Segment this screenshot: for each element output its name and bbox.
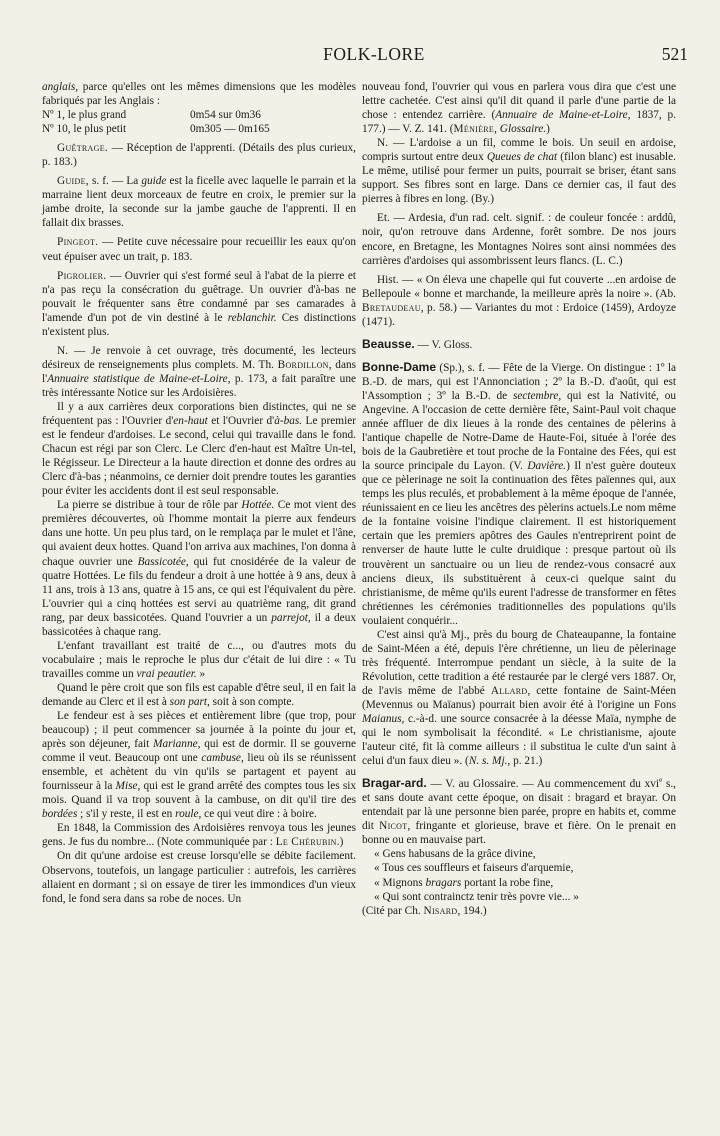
running-title: FOLK-LORE (323, 44, 425, 64)
headword-guide: Guide, (57, 175, 89, 188)
paragraph-pere: Quand le père croit que son fils est capable d'être seul, il en fait la demande au Clerc et il est à son part, soit à son compte. (42, 681, 356, 708)
quote-line-4: « Qui sont contrainctz tenir très povre vie... » (374, 890, 579, 903)
headword-beausse: Beausse. (362, 336, 415, 351)
headword-guetrage: Guêtrage. (57, 142, 109, 155)
history: Hist. — « On éleva une chapelle qui fut couverte ...en ardoise de Bellepoule « bonne et marchande, la meilleure après la noire ». (Ab. Bretaudeau, p. 58.) — Variantes du mot : Erdoice (1459), Ardoyze (1471). (362, 273, 676, 328)
entry-guide: Guide, s. f. — La guide est la ficelle avec laquelle le parrain et la marraine lient deux morceaux de feutre en croix, le premier sur la jambe droite, la seconde sur la jambe gauche de l'apprenti. Il en fallait dix brasses. (42, 175, 356, 230)
paragraph-corporations: Il y a aux carrières deux corporations bien distinctes, qui ne se fréquentent pas : l'Ouvrier d'en-haut et l'Ouvrier d'à-bas. Le premier est le fendeur d'ardoises. Le second, celui qui travaille dans le fond. Chacun est régi par son Clerc. Le Clerc d'en-haut est Maître Un-tel, le Régisseur. Le Directeur a la haute direction et donne des ordres au Clerc d'à-bas ; néanmoins, ce dernier doit prendre toutes les garanties pour éviter les accidents dont il est seul responsable. (42, 400, 356, 498)
right-column (362, 80, 676, 918)
entry-pingeot: Pingeot. — Petite cuve nécessaire pour recueillir les eaux qu'on veut épuiser avec un trait, p. 183. (42, 236, 356, 263)
entry-bragar: Bragar-ard. — V. au Glossaire. — Au commencement du xvi$^e$ s., et sans doute avant cette époque, on disait : bragard et brayar. On entendait par là une personne bien parée, propre en habits et, comme dit Nicot, fringante et glorieuse, brave et fière. On le prenait en bonne ou en mauvaise part. (362, 776, 676, 847)
measure-row-1: Nº 1, le plus grand 0m54 sur 0m36 (42, 109, 261, 122)
note-fil: N. — L'ardoise a un fil, comme le bois. Un seuil en ardoise, compris surtout entre deux Queues de chat (filon blanc) est inusable. Le même, utilisé pour fermer un puits, pourrait se briser, étant sans support. Ses fibres sont en large. Dans ce dernier cas, il faut des pierres à fibres en long. (By.) (362, 137, 677, 206)
quote-line-1: « Gens habusans de la grâce divine, (374, 848, 536, 861)
note-bordillon: N. — Je renvoie à cet ouvrage, très documenté, les lecteurs désireux de renseignements plus complets. M. Th. Bordillon, dans l'Annuaire statistique de Maine-et-Loire, p. 173, a fait paraître une très intéressante Notice sur les Ardoisières. (42, 344, 357, 399)
page-header (60, 44, 688, 68)
quote-line-2: « Tous ces souffleurs et faiseurs d'arquemie, (374, 862, 574, 875)
page-number: 521 (661, 44, 688, 64)
left-column (42, 80, 356, 906)
entry-guetrage: Guêtrage. — Réception de l'apprenti. (Détails des plus curieux, p. 183.) (42, 142, 356, 169)
quote-citation: (Cité par Ch. Nisard, 194.) (362, 904, 487, 917)
paragraph-anglais: anglais, parce qu'elles ont les mêmes dimensions que les modèles fabriqués par les Anglais : (42, 81, 356, 108)
entry-beausse: Beausse. — V. Gloss. (362, 336, 473, 351)
paragraph-ardoise-creuse: On dit qu'une ardoise est creuse lorsqu'elle se débite facilement. Observons, toutefois, un langage particulier : autrefois, les carrières allaient en dormant ; si on essaye de tirer les immondices d'un vieux fond, le fond sera dans sa robe de noces. Un (42, 850, 356, 905)
paragraph-fendeur: Le fendeur est à ses pièces et entièrement libre (que trop, pour beaucoup) ; il peut commencer sa journée à la pointe du jour et, après son déjeuner, fait Marianne, qui est de dormir. Il se gouverne comme il veut. Beaucoup ont une cambuse, lieu où ils se réunissent ensemble, et achètent du vin qu'ils se partagent et payent au fournisseur à la Mise, qui est le grand arrêté des comptes tous les six mois. Quand il va trop souvent à la cambuse, on dit qu'il tire des bordées ; s'il y reste, il est en roule, ce qui veut dire : à boire. (42, 710, 357, 821)
entry-bonne-dame: Bonne-Dame (Sp.), s. f. — Fête de la Vierge. On distingue : 1º la B.-D. de mars, qui est l'Annonciation ; 2º la B.-D. d'août, qui est l'Assomption ; 3º la B.-D. de sectembre, qui est la Nativité, ou Angevine. A l'occasion de cette dernière fête, Saint-Paul voit chaque année affluer de dix lieues à la ronde des centaines de pèlerins à l'antique chapelle de Notre-Dame de Haute-Foi, située à l'orée des bois de la Gaubretière et tout proche de la Fontaine des Fées, qui est la source principale du Layon. (V. Davière.) Il n'est guère douteux que ce pèlerinage ne soit la continuation des fêtes païennes qui, aux temps les plus reculés, et probablement à la même époque de l'année, réunissaient en ce lieu les ancêtres des pèlerins actuels.Le nom même de la fontaine voisine l'indique clairement. Il est historiquement certain que les premiers apôtres des Gaules n'entreprirent point de renverser de haute lutte le culte druidique : presque partout où ils trouvèrent un sanctuaire ou un lieu de rendez-vous consacré aux anciens dieux, ils substituèrent à ceux-ci quelque saint du christianisme, de même qu'ils eurent l'adresse de transformer en fêtes chrétiennes les cérémonies traditionnelles des populations qu'ils voulaient conquérir... (362, 359, 676, 627)
headword-pigrolier: Pigrolier. (57, 269, 107, 282)
headword-pingeot: Pingeot. (57, 236, 99, 249)
paragraph-saint-meen: C'est ainsi qu'à Mj., près du bourg de Chateaupanne, la fontaine de Saint-Méen a été, depuis l'ère chrétienne, un lieu de pèlerinage très fréquenté. Interrompue pendant un siècle, à la suite de la Révolution, cette tradition a été restaurée par le clergé vers 1887. Or, de l'avis même de l'abbé Allard, cette fontaine de Saint-Méen (Mevennus ou Maïanus) pourrait bien avoir été à l'origine un Fons Maianus, c.-à-d. une source consacrée à la déesse Maïa, nymphe de qui le nom symbolisait la fécondité. « Le christianisme, ajoute l'auteur cité, fit là comme ailleurs : il substitua le culte d'un saint à celui d'un faux dieu ». (N. s. Mj., p. 21.) (362, 628, 676, 768)
paragraph-1848: En 1848, la Commission des Ardoisières renvoya tous les jeunes gens. Je fus du nombre... (Note communiquée par : Le Chérubin.) (42, 822, 356, 849)
headword-bragar: Bragar-ard. (362, 776, 427, 791)
entry-pigrolier: Pigrolier. — Ouvrier qui s'est formé seul à l'abat de la pierre et n'a pas reçu la consécration du guêtrage. Un ouvrier d'à-bas ne pouvait le fréquenter sans être condamné par ses camarades à l'amende d'un pot de vin destiné à le reblanchir. Ces distinctions n'existent plus. (42, 269, 357, 338)
paragraph-hottee: La pierre se distribue à tour de rôle par Hottée. Ce mot vient des premières découvertes, où l'homme montait la pierre aux fendeurs dans une hotte. Un peu plus tard, on le remplaça par le mulet et l'âne, qui avaient deux hottes. Quand l'on arriva aux machines, l'on donna à chaque ouvrier une Bassicotée, qui fut cnosidérée de la valeur de quatre Hottées. Le fils du fendeur a droit à une hottée à 9 ans, deux à 11 ans, trois à 13 ans, quatre à 15 ans, ce qui est l'équivalent du père. L'ouvrier qui a cinq hottées est servi au quatrième rang, dit grand rang, par deux bassicotées. Quand l'ouvrier a un parrejot, il a deux bassicotées à chaque rang. (42, 499, 356, 638)
etymology: Et. — Ardesia, d'un rad. celt. signif. : de couleur foncée : arddû, noir, qu'on retrouve dans Ardenne, forêt sombre. De nos jours encore, en Bretagne, les Montagnes Noires sont ainsi nommées des carrières d'ardoises qui assombrissent leurs flancs. (L. C.) (362, 212, 676, 267)
paragraph-enfant: L'enfant travaillant est traité de c..., ou d'autres mots du vocabulaire ; mais le reproche le plus dur c'était de lui dire : « Tu travailles comme un vrai peautier. » (42, 639, 356, 680)
quote-line-3: « Mignons bragars portant la robe fine, (374, 876, 554, 889)
measure-row-2: Nº 10, le plus petit 0m305 — 0m165 (42, 123, 270, 136)
headword-bonne-dame: Bonne-Dame (362, 359, 437, 374)
paragraph-continuation: nouveau fond, l'ouvrier qui vous en parlera vous dira que c'est une lettre cachetée. C'est ainsi qu'il dit quand il parle d'une partie de la chose : entendez carrière. (Annuaire de Maine-et-Loire, 1837, p. 177.) — V. Z. 141. (Ménière, Glossaire.) (362, 81, 676, 136)
